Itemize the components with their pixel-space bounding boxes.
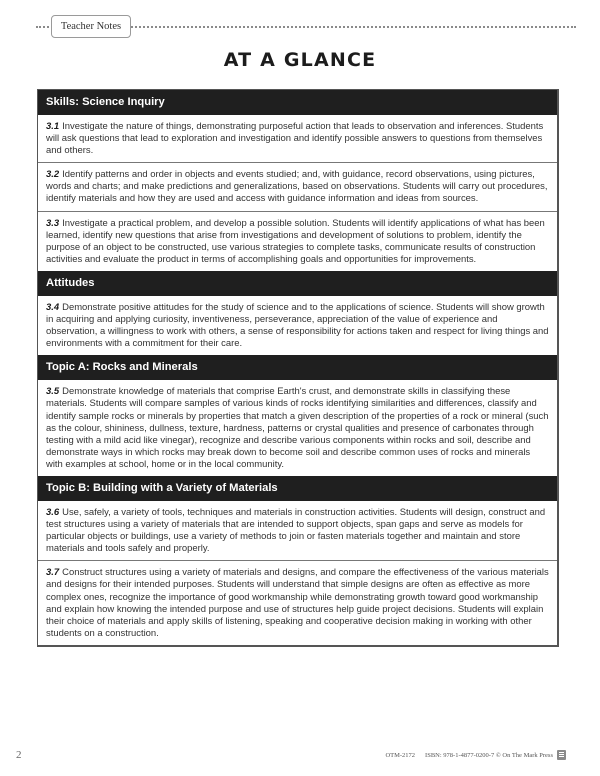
- page-title: AT A GLANCE: [223, 49, 377, 71]
- book-icon: [557, 750, 566, 760]
- item-number: 3.1: [46, 121, 60, 132]
- isbn-publisher: ISBN: 978-1-4877-0200-7 © On The Mark Press: [425, 751, 553, 759]
- item-number: 3.5: [46, 386, 60, 398]
- curriculum-item-3-6: [38, 501, 557, 560]
- item-text: Identify patterns and order in objects and events studied; and, with guidance, record observations, using pictures, words and charts; and make predictions and generalizations, based on observations. Students will carry out procedures, identify materials and how they are used and access with guidance information and ideas from sources.: [46, 169, 548, 205]
- item-text: Use, safely, a variety of tools, techniques and materials in construction activities. Students will design, construct and test structures using a variety of materials that are intended to support objects, span gaps and serve as models for particular objects or buildings, use a variety of methods to join or fasten materials together and maintain and store materials and tools safely and properly.: [46, 506, 546, 555]
- curriculum-item-3-4: [38, 296, 557, 355]
- curriculum-item-3-1: [38, 115, 557, 162]
- footer-citation: [385, 750, 566, 760]
- section-heading-attitudes: Attitudes: [38, 271, 557, 296]
- page-number: 2: [16, 749, 22, 761]
- section-heading-skills-science-inquiry: Skills: Science Inquiry: [38, 90, 557, 115]
- item-text: Investigate the nature of things, demonstrating purposeful action that leads to observation and inferences. Students will ask questions that lead to exploration and investigation and identify possible answers to questions from themselves and others.: [46, 121, 544, 157]
- item-text: Investigate a practical problem, and develop a possible solution. Students will identify applications of what has been learned, identify new questions that arise from investigations and development of solutions to problem, identify the purpose of an object to be constructed, use various strategies to complete tasks, communicate results of construction activities and evaluate the product in terms of accomplishing goals and opportunities for improvements.: [46, 217, 545, 265]
- item-text: Construct structures using a variety of materials and designs, and compare the effectiveness of the various materials and designs for their intended purposes. Students will understand that simple designs are often as effective as more complex ones, recognize the importance of good workmanship while demonstrating growth toward good workmanship and explain how knowing the intended purpose and use of structures help guide project decisions. Students will explain their choice of materials and apply skills of listening, speaking and cooperative decision making in working with other students on a construction.: [46, 567, 549, 639]
- curriculum-table: [37, 89, 559, 647]
- curriculum-item-3-7: [38, 560, 557, 645]
- item-number: 3.7: [46, 567, 60, 579]
- item-number: 3.6: [46, 506, 60, 518]
- teacher-notes-tab: [51, 15, 131, 38]
- item-text: Demonstrate knowledge of materials that comprise Earth's crust, and demonstrate skills in classifying these materials. Students will compare samples of various kinds of rocks identifying similarities and differences, classify and identify sample rocks or minerals by properties that match a given description of the properties of a rock or mineral (such as the colour, shininess, dullness, texture, hardness, patterns or crystal qualities and presence of carbonates through testing with a mild acid like vinegar), recognize and describe various components within rocks and soil, describe and demonstrate ways in which rocks may break down to become soil and describe common uses of rocks and minerals with examples at school, home or in the local community.: [46, 386, 549, 470]
- curriculum-item-3-3: [38, 211, 557, 271]
- product-code: OTM-2172: [385, 751, 416, 759]
- item-number: 3.3: [46, 217, 60, 229]
- item-number: 3.4: [46, 301, 60, 313]
- teacher-notes-label: Teacher Notes: [60, 21, 122, 32]
- curriculum-item-3-2: [38, 162, 557, 210]
- item-number: 3.2: [46, 169, 60, 181]
- item-text: Demonstrate positive attitudes for the study of science and to the applications of science. Students will show growth in acquiring and applying curiosity, inventiveness, perseverance, appreciation of the value of experience and observation, a willingness to work with others, a sense of responsibility for actions taken and respect for living things and environments with a commitment for their care.: [46, 301, 549, 350]
- section-heading-topic-b: Topic B: Building with a Variety of Materials: [38, 476, 557, 501]
- section-heading-topic-a: Topic A: Rocks and Minerals: [38, 355, 557, 380]
- curriculum-item-3-5: [38, 380, 557, 476]
